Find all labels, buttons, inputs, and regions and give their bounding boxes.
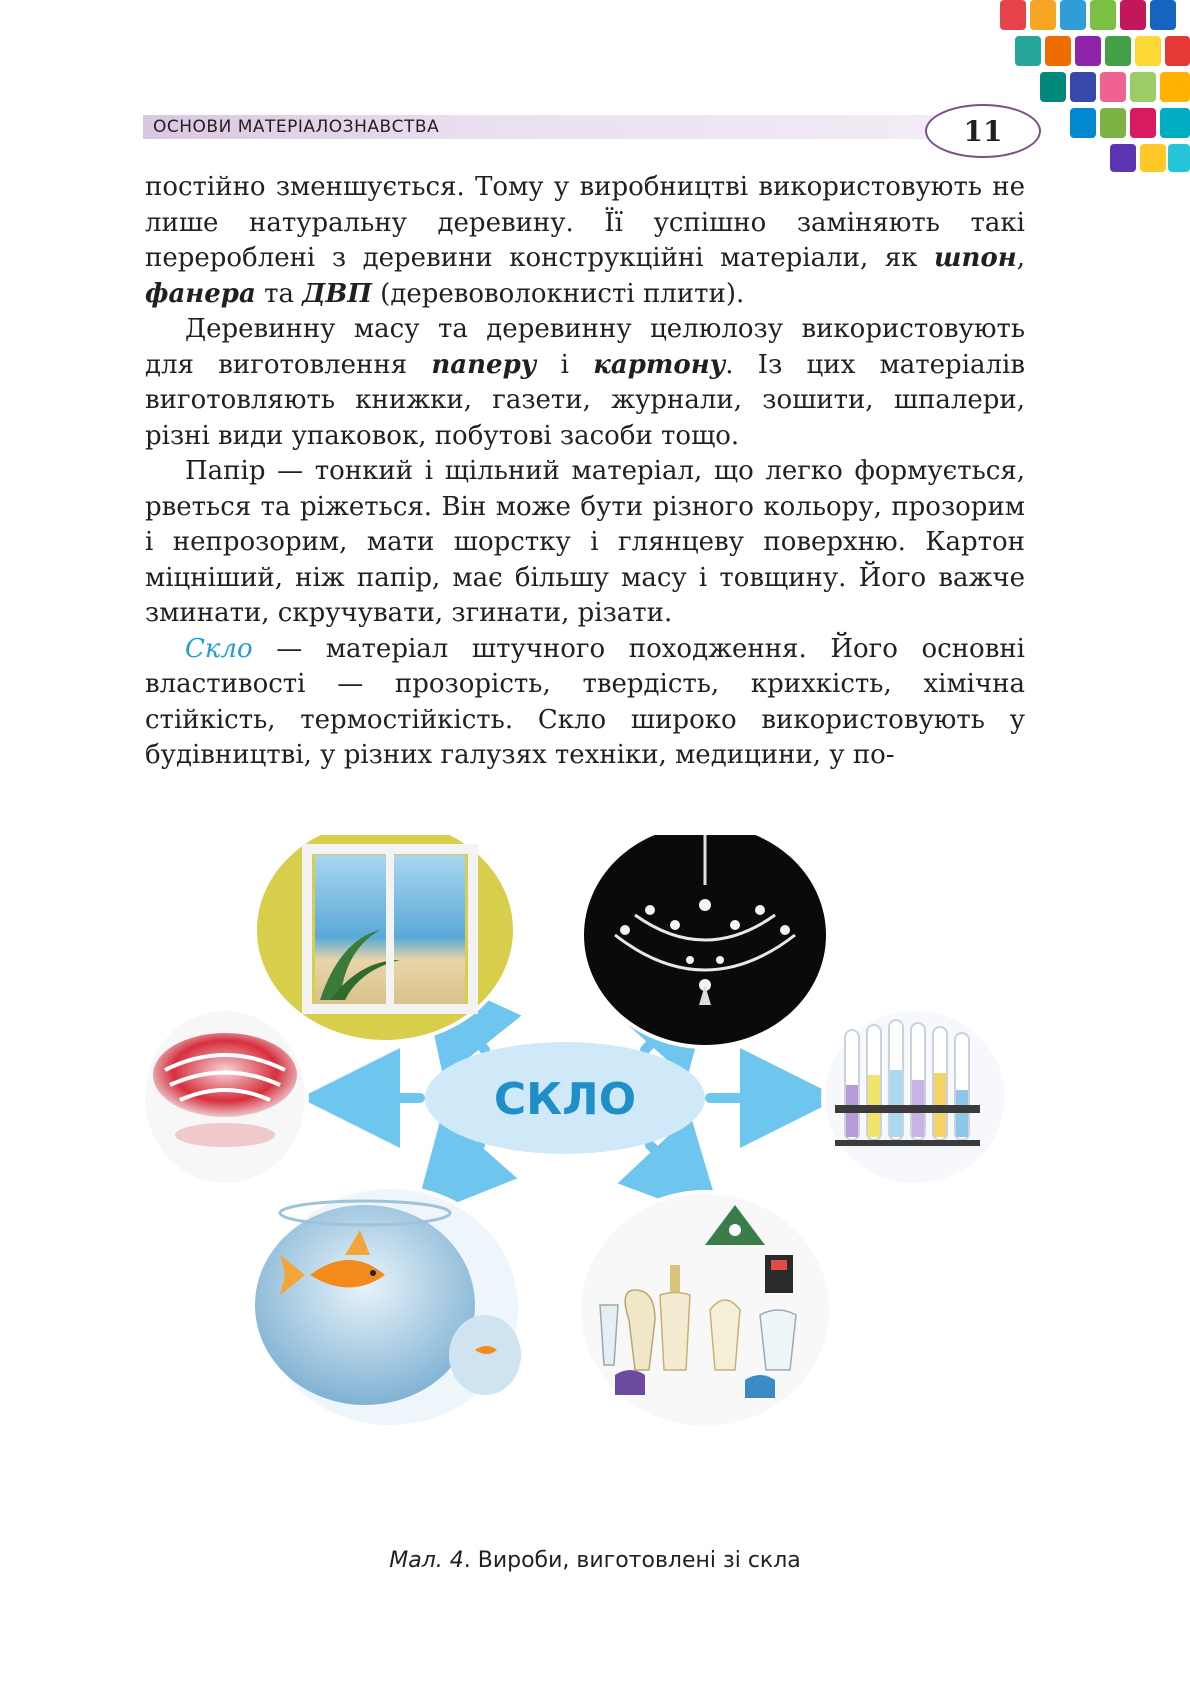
text-run: — матеріал штучного походження. Його основні властивості — прозорість, твердість, крихкість, хімічна стійкість, термостійкість. Скло широко використовують у будівництві, у різних галузях техніки, медицини, у по- (145, 633, 1025, 770)
text-run: постійно зменшується. Тому у виробництві використовують не лише натуральну деревину. Її успішно заміняють такі перероблені з деревини конструкційні матеріали, як (145, 172, 1025, 273)
test-tubes-photo (823, 1009, 1007, 1185)
term-fanera: фанера (145, 278, 256, 309)
caption-label: Мал. 4 (389, 1548, 464, 1573)
chandelier-photo (582, 835, 828, 1047)
term-dvp: ДВП (302, 278, 372, 309)
text-run: . Із цих матеріалів виготовляють книжки, газети, журнали, зошити, шпалери, різні види упаковок, побутові засоби тощо. (145, 349, 1025, 451)
text-run: , (1016, 243, 1025, 273)
term-cardboard: картону (593, 349, 726, 380)
term-glass: Скло (185, 633, 253, 664)
figure-caption (0, 1548, 1190, 1573)
text-run: Деревинну масу та деревинну целюлозу використовують для виготовлення (145, 314, 1025, 380)
paragraph-4 (145, 632, 1025, 774)
glass-products-figure (145, 835, 1025, 1535)
term-shpon: шпон (934, 243, 1017, 273)
arrow-to-glassware (650, 1145, 695, 1193)
text-run: і (536, 349, 594, 380)
window-photo (255, 835, 515, 1042)
term-paper: паперу (431, 349, 537, 380)
text-run: та (255, 278, 303, 309)
running-header-bar (143, 115, 983, 139)
paragraph-1 (145, 170, 1025, 312)
text-run: (деревоволокнисті плити). (371, 278, 745, 309)
paragraph-2 (145, 312, 1025, 454)
aquarium-photo (255, 1187, 521, 1427)
running-header-title: ОСНОВИ МАТЕРІАЛОЗНАВСТВА (153, 117, 440, 137)
page-number-badge (925, 104, 1041, 158)
glassware-photo (579, 1192, 831, 1428)
caption-text: . Вироби, виготовлені зі скла (463, 1548, 801, 1573)
page-number: 11 (963, 114, 1003, 148)
paragraph-3: Папір — тонкий і щільний матеріал, що легко формується, рветься та ріжеться. Він може бути різного кольору, прозорим і непрозорим, мати шорстку і глянцеву поверхню. Картон міцніший, ніж папір, має більшу масу і товщину. Його важче зминати, скручувати, згинати, різати. (145, 456, 1025, 628)
red-glass-bowl-photo (145, 1009, 307, 1185)
arrow-to-aquarium (440, 1145, 480, 1190)
center-label: СКЛО (493, 1074, 637, 1125)
body-text (145, 170, 1025, 774)
thread-spools-decoration (960, 0, 1190, 190)
